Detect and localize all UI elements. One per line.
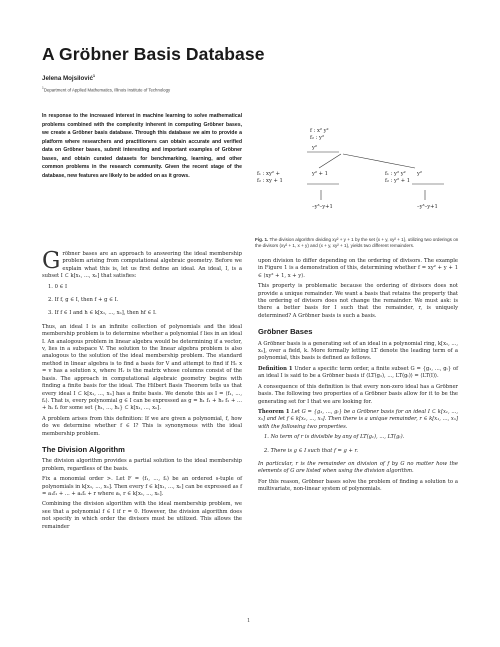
figure-mid-right-1: f₁ : y² y²: [385, 171, 406, 177]
definition-1: [258, 366, 458, 381]
body-paragraph-3: The division algorithm provides a partial solution to the ideal membership problem, regardless of the basis.: [42, 458, 242, 472]
theorem-properties-list: [264, 434, 458, 455]
figure-diagram: [255, 118, 460, 233]
definition-label: Definition 1: [258, 365, 293, 372]
figure-mid-right-2: f₂ : y² + 1: [385, 178, 411, 184]
figure-arrow-left: [319, 154, 341, 168]
theorem-1: [258, 409, 458, 431]
figure-caption: [255, 237, 463, 250]
figure-bottom-right: –y³–y+1: [417, 204, 438, 210]
figure-top-left-2: f₂ : y²: [310, 135, 325, 141]
definition-text: Under a specific term order, a finite subset G = {g₁, ..., gₜ} of an ideal I is said to be a Gröbner basis if ⟨LT(g₁), ..., LT(gₜ)⟩ = ⟨LT(I)⟩.: [258, 365, 458, 380]
figure-row-a-top: y²: [312, 145, 318, 151]
body-paragraph-2: A problem arises from this definition: If we are given a polynomial, f, how do we determine whether f ∈ I? This is synonymous with the ideal membership problem.: [42, 415, 242, 437]
theorem-property-1: 1. No term of r is divisible by any of LT(g₁), ..., LT(gₜ).: [264, 434, 405, 441]
right-paragraph-3: A Gröbner basis is a generating set of an ideal in a polynomial ring, k[x₁, ..., xₙ], over a field, k. More formally letting LT denote the leading term of a polynomial, this basis is defined as follows.: [258, 340, 458, 362]
theorem-label: Theorem 1: [258, 408, 290, 415]
page-number: 1: [247, 618, 251, 624]
right-paragraph-6: For this reason, Gröbner bases solve the problem of finding a solution to a multivariate, non-linear system of polynomials.: [258, 478, 458, 493]
affiliation: [42, 86, 170, 92]
section-title-division-algorithm: The Division Algorithm: [42, 444, 125, 454]
body-paragraph-5: Combining the division algorithm with the ideal membership problem, we see that a polynomial f ∈ I if r = 0. However, the division algorithm does not specify in which order the divisors must be utilized. This allows the remainder: [42, 501, 242, 530]
affiliation-text: Department of Applied Mathematics, Illinois Institute of Technology: [43, 87, 171, 93]
figure-row-b-left: y² + 1: [312, 171, 328, 177]
paper-title: A Gröbner Basis Database: [42, 44, 265, 64]
figure-caption-label: Fig. 1.: [255, 237, 269, 242]
theorem-property-2: 2. There is g ∈ I such that f = g + r.: [264, 447, 359, 454]
body-paragraph-1: Thus, an ideal I is an infinite collection of polynomials and the ideal membership problem is to determine whether a polynomial f lies in an ideal I. An analogous problem in linear algebra would be determining if a vector, v, lies in a subspace V. The solution to the linear algebra problem is also analogous to the solution of the ideal membership problem. The standard method in linear algebra is to find a basis for V and attempt to find if Hᵥ x = v has a solution x, where Hᵥ is the matrix whose columns consist of the basis. The approach in computational algebraic geometry begins with finding a finite basis for the ideal. The Hilbert Basis Theorem tells us that every ideal I ⊂ k[x₁, ..., xₙ] has a finite basis. We denote this as I = ⟨f₁, ..., fₛ⟩. That is, every polynomial g ∈ I can be expressed as g = h₁ f₁ + h₂ f₂ + ... + hₛ fₛ for some set {h₁, ..., hₛ} ⊂ k[x₁, ..., xₙ].: [42, 323, 242, 412]
affiliation-superscript: 1: [42, 86, 44, 90]
figure-mid-left-1: f₁ : xy² +: [257, 171, 280, 177]
ideal-condition-1: 1. 0 ∈ I: [48, 283, 68, 290]
abstract: In response to the increased interest in machine learning to solve mathematical problems combined with the complexity inherent in computing Gröbner bases, we create a Gröbner basis database. Through this database we aim to provide a platform where researchers and practitioners can obtain accurate and verified data on Gröbner bases, submit interesting and important examples of Gröbner bases, and obtain curated datasets for benchmarking, learning, and other common problems in the research community. Given the recent stage of the database, new features are likely to be added on as it grows.: [42, 113, 242, 179]
drop-cap: G: [42, 248, 61, 274]
section-title-groebner-bases: Gröbner Bases: [258, 327, 313, 337]
figure-bottom-left: –y³–y+1: [312, 204, 333, 210]
figure-mid-left-2: f₂ : xy + 1: [257, 178, 283, 184]
intro-text: röbner bases are an approach to answering the ideal membership problem arising from computational algebraic geometry. Before we explain what this is, let us first define an ideal. An ideal, I, is a subset I ⊂ k[x₁, ..., xₙ] that satisfies:: [42, 251, 242, 280]
right-column: [258, 258, 458, 497]
figure-arrow-right: [343, 154, 415, 168]
intro-paragraph: [42, 248, 242, 281]
author-name: Jelena Mojsilović: [42, 75, 93, 83]
figure-caption-text: The division algorithm dividing xy² + y + 1 by the set {x + y, xy² + 1}, utilizing two orderings on the divisors (xy² + 1, x + y) and (x + y, xy² + 1), yields two different remainders.: [255, 237, 459, 249]
author-superscript: 1: [92, 73, 96, 78]
author-line: [42, 73, 95, 82]
ideal-condition-3: 3. If f ∈ I and h ∈ k[x₁, ..., xₙ], then hf ∈ I.: [48, 310, 157, 317]
right-paragraph-2: This property is problematic because the ordering of divisors does not provide a unique remainder. We want a basis that retains the property that the ordering of divisors does not change the remainder. We must ask: is there a better basis for I such that the remainder, r, is uniquely determined? A Gröbner basis is such a basis.: [258, 283, 458, 319]
right-paragraph-1: upon division to differ depending on the ordering of divisors. The example in Figure 1 is a demonstration of this, determining whether f = xy² + y + 1 ∈ ⟨xy² + 1, x + y⟩.: [258, 258, 458, 279]
theorem-text: Let G = {g₁, ..., gₜ} be a Gröbner basis for an ideal I ⊂ k[x₁, ..., xₙ] and let f ∈ k[x₁, ..., xₙ]. Then there is a unique remainder, r ∈ k[x₁, ..., xₙ] with the following two properties.: [258, 408, 458, 430]
figure-top-left-1: f : x² y²: [310, 128, 329, 134]
right-paragraph-4: A consequence of this definition is that every non-zero ideal has a Gröbner basis. The following two properties of a Gröbner basis allow for it to be the generating set for I that we are looking for.: [258, 383, 458, 405]
left-column: [42, 248, 242, 534]
right-paragraph-5: In particular, r is the remainder on division of f by G no matter how the elements of G are listed when using the division algorithm.: [258, 460, 458, 475]
figure-row-a-right: y²: [417, 171, 423, 177]
ideal-conditions-list: [48, 284, 242, 318]
ideal-condition-2: 2. If f, g ∈ I, then f + g ∈ I.: [48, 297, 119, 304]
division-algorithm-figure: [255, 118, 460, 233]
body-paragraph-4: Fix a monomial order >. Let F = (f₁, ..., fₛ) be an ordered s-tuple of polynomials in k[x₁, ..., xₙ]. Then every f ∈ k[x₁, ..., xₙ] can be expressed as f = a₁f₁ + ... + aₛfₛ + r where aᵢ, r ∈ k[x₁, ..., xₙ].: [42, 476, 242, 497]
